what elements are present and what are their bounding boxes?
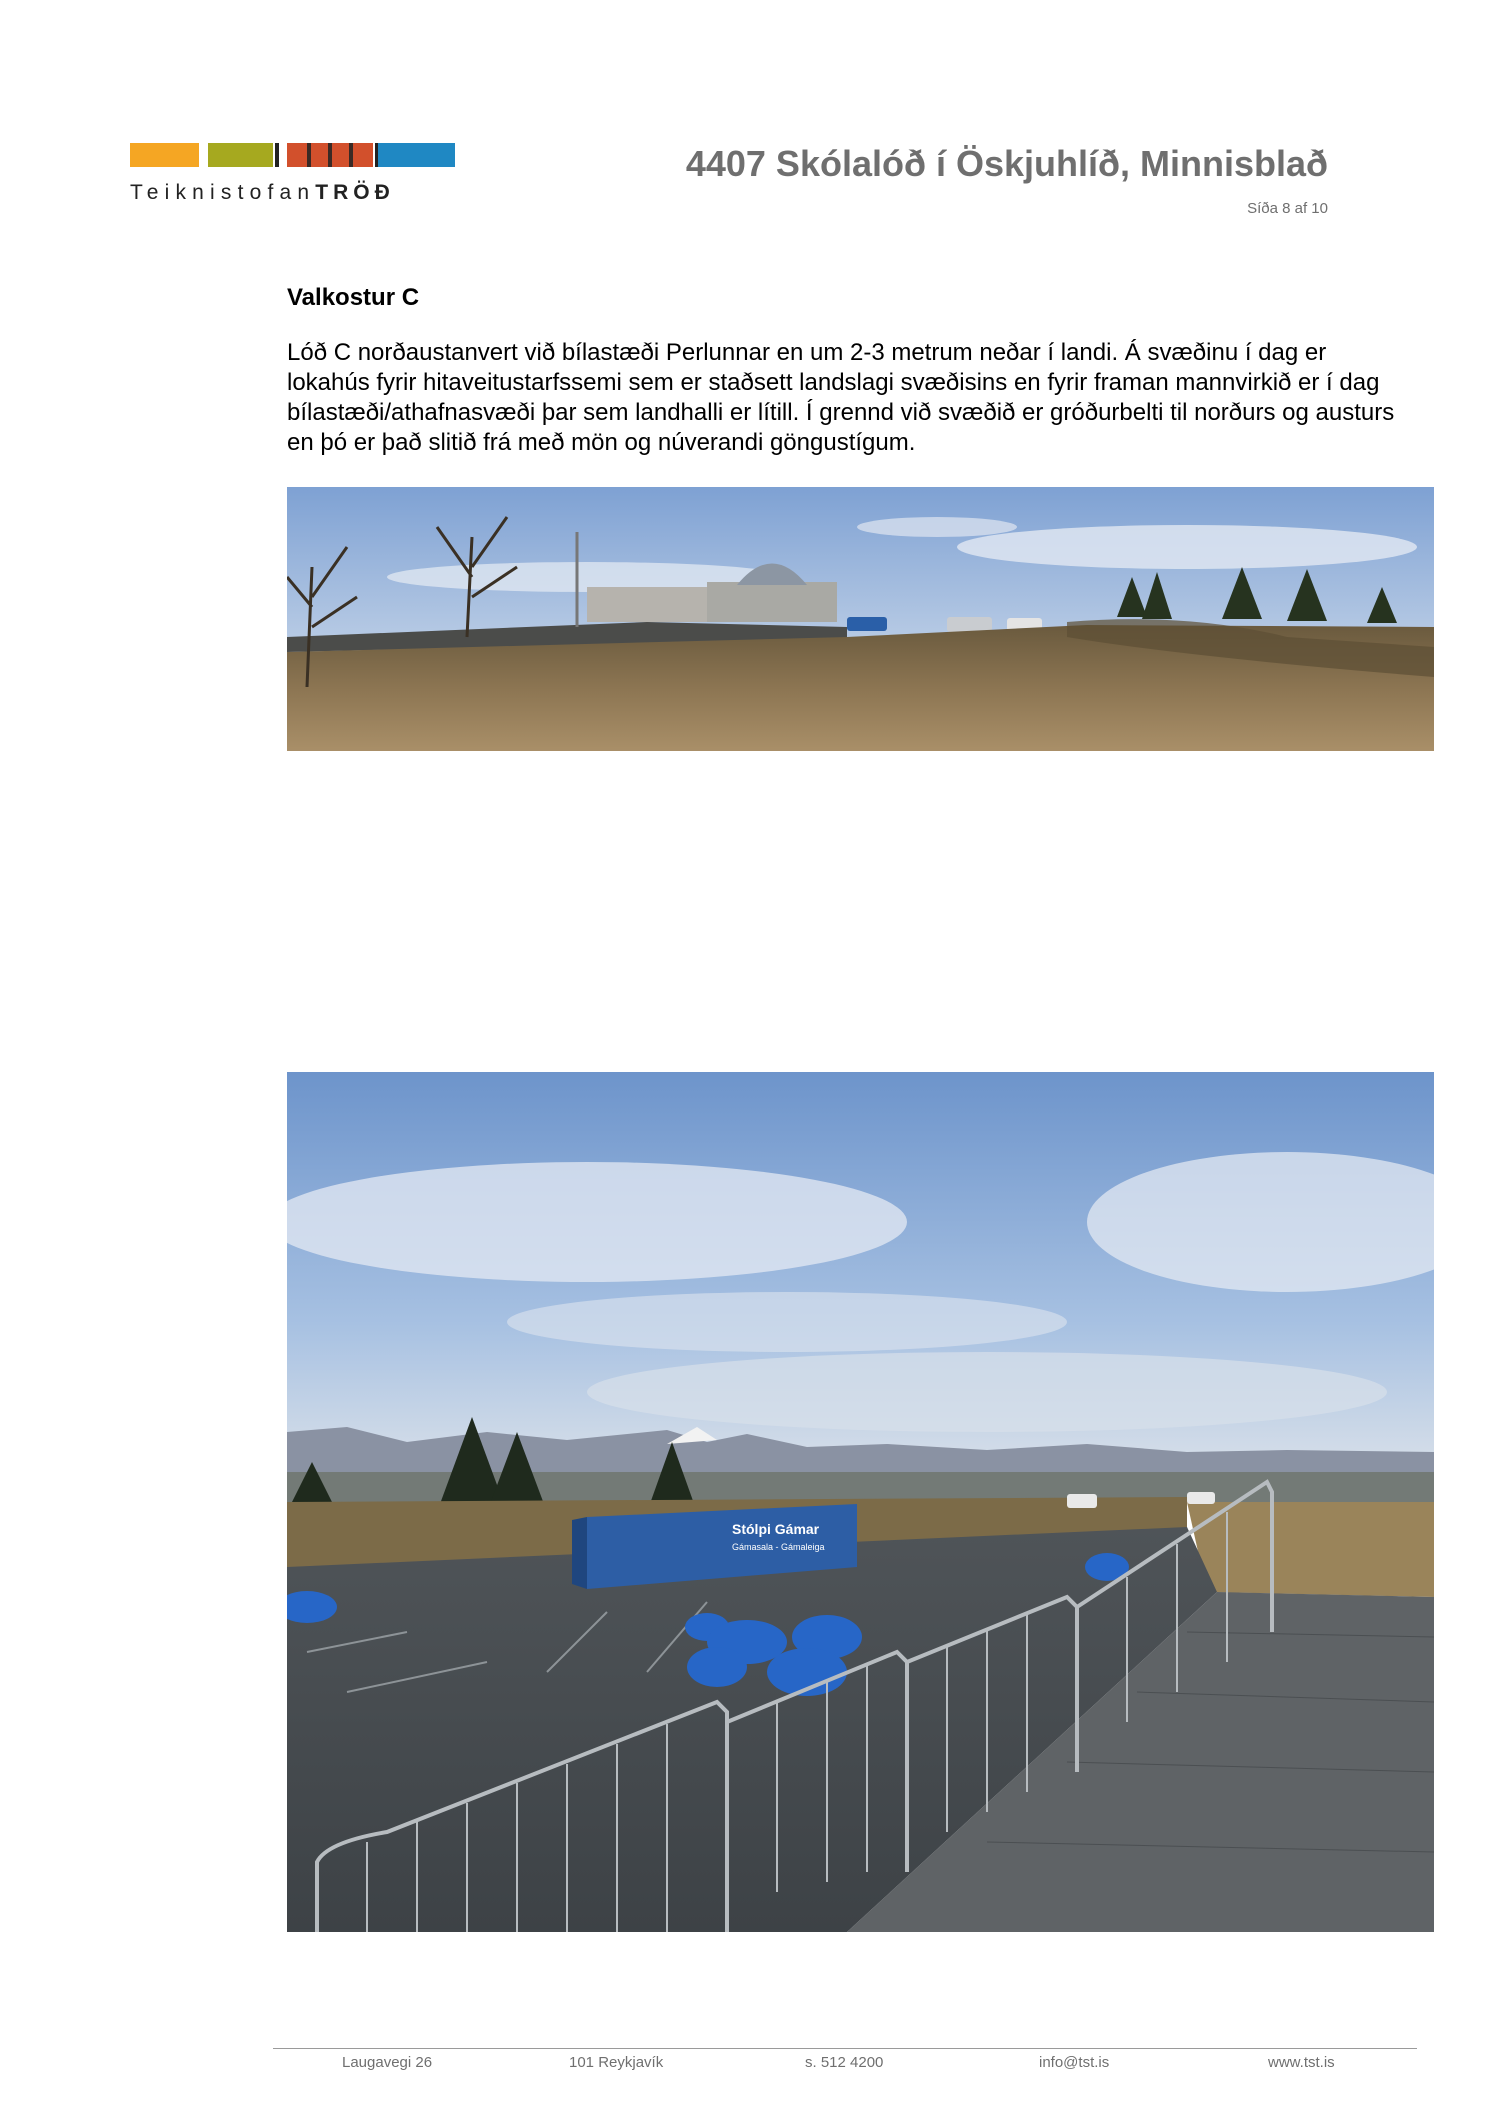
logo-wordmark: [130, 181, 395, 205]
footer-divider: [273, 2048, 1417, 2049]
logo-text-regular: Teiknistofan: [130, 181, 316, 204]
logo-bar-green: [208, 143, 273, 167]
logo-bar-orange: [130, 143, 199, 167]
logo-text-bold: TRÖÐ: [315, 181, 395, 204]
logo-color-bars: [130, 143, 455, 167]
logo-bar-blue: [375, 143, 455, 167]
section-paragraph: Lóð C norðaustanvert við bílastæði Perlunnar en um 2-3 metrum neðar í landi. Á svæðinu í dag er lokahús fyrir hitaveitustarfssemi sem er staðsett landslagi svæðisins en fyrir framan mannvirkið er í dag bílastæði/athafnasvæði þar sem landhalli er lítill. Í grennd við svæðið er gróðurbelti til norðurs og austurs en þó er það slitið frá með mön og núverandi göngustígum.: [287, 339, 1395, 456]
page-number: Síða 8 af 10: [1247, 200, 1328, 217]
footer-website[interactable]: www.tst.is: [1268, 2054, 1335, 2071]
container-brand: Stólpi Gámar: [732, 1521, 820, 1537]
logo-bar-separator: [275, 143, 279, 167]
section-heading: Valkostur C: [287, 284, 420, 311]
parking-lot-photo: [287, 1072, 1434, 1932]
footer-postal-code: 101 Reykjavík: [569, 2054, 664, 2071]
footer-phone: s. 512 4200: [805, 2054, 884, 2071]
logo-bar-separator-2: [375, 143, 378, 167]
logo-bar-stripe-1: [307, 143, 311, 167]
panorama-photo: [287, 487, 1434, 751]
footer-email[interactable]: info@tst.is: [1039, 2054, 1110, 2071]
footer-address: Laugavegi 26: [342, 2054, 433, 2071]
logo-bar-stripe-2: [328, 143, 332, 167]
company-logo: [130, 143, 455, 205]
logo-bar-stripe-3: [349, 143, 353, 167]
document-title: 4407 Skólalóð í Öskjuhlíð, Minnisblað: [685, 143, 1328, 184]
container-subtitle: Gámasala - Gámaleiga: [732, 1542, 825, 1552]
